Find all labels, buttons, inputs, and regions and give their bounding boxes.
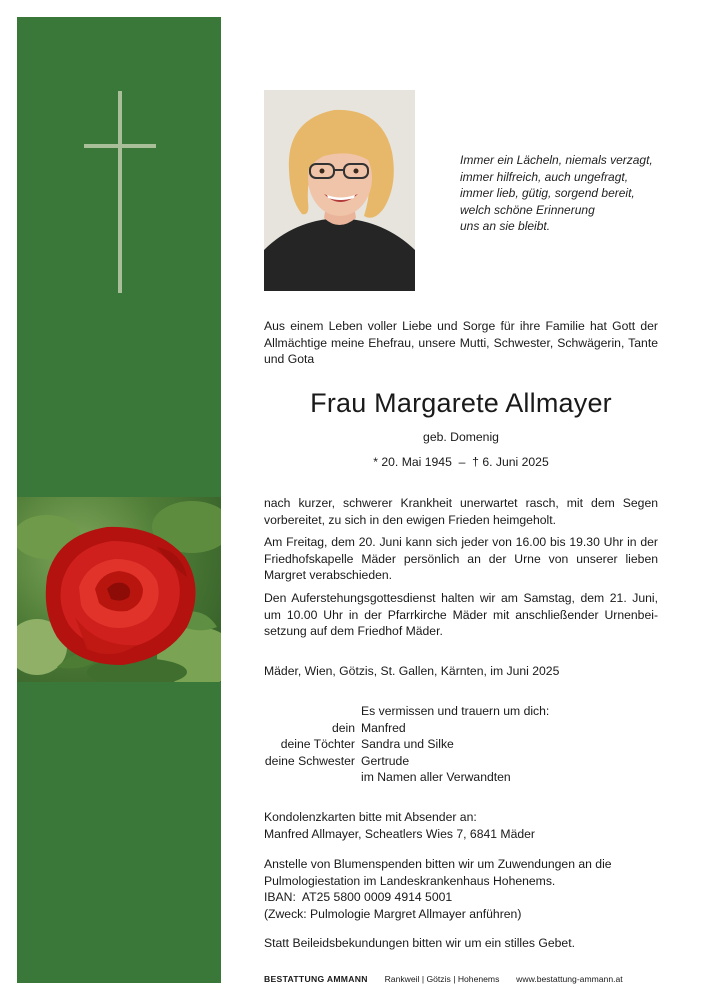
cross-icon-bar (84, 144, 156, 148)
place-date: Mäder, Wien, Götzis, St. Gallen, Kärnten, im Juni 2025 (264, 664, 560, 678)
life-dates: * 20. Mai 1945 – † 6. Juni 2025 (373, 455, 549, 469)
mourner-names: im Namen aller Verwandten (361, 770, 511, 785)
condolence-line: Kondolenzkarten bitte mit Absender an: (264, 810, 477, 824)
poem-line: welch schöne Erinnerung (460, 202, 595, 217)
mourner-names: Sandra und Silke (361, 737, 454, 752)
mourner-role: deine Töchter (280, 737, 355, 752)
mourners-list (264, 703, 658, 786)
service-paragraph: Den Auferstehungsgottesdienst halten wir am Samstag, dem 21. Juni, um 10.00 Uhr in der Pfarrkirche Mäder mit anschließender Urnenbeisetzung auf dem Friedhof Mäder. (264, 591, 658, 639)
donation-line: Anstelle von Blumenspenden bitten wir um Zuwendungen an die (264, 857, 612, 871)
brand-name-a: BESTATTUNG (264, 974, 325, 984)
deceased-name: Frau Margarete Allmayer (310, 388, 612, 418)
mourner-role (264, 769, 361, 786)
closing-line: Statt Beileidsbekundungen bitten wir um ein stilles Gebet. (264, 936, 575, 950)
death-paragraph: nach kurzer, schwerer Krankheit unerwartet rasch, mit dem Segen vorbereitet, zu sich in den ewigen Frieden heimgeholt. (264, 496, 658, 527)
poem-line: immer hilfreich, auch ungefragt, (460, 169, 629, 184)
intro-paragraph: Aus einem Leben voller Liebe und Sorge für ihre Familie hat Gott der Allmächtige meine Ehefrau, unsere Mutti, Schwester, Schwägerin, Tante und Gota (264, 319, 658, 367)
mourner-row (264, 736, 658, 753)
brand-name-b: AMMANN (326, 974, 368, 984)
farewell-paragraph: Am Freitag, dem 20. Juni kann sich jeder von 16.00 bis 19.30 Uhr in der Friedhofskapelle Mäder persönlich an der Urne von unserer lieben Margret verabschieden. (264, 535, 658, 583)
memorial-poem (460, 152, 690, 235)
portrait-photo (264, 90, 415, 291)
condolence-address: Manfred Allmayer, Scheatlers Wies 7, 6841 Mäder (264, 826, 535, 841)
poem-line: Immer ein Lächeln, niemals verzagt, (460, 153, 653, 167)
mourners-heading: Es vermissen und trauern um dich: (361, 704, 550, 718)
footer-locations: Rankweil | Götzis | Hohenems (384, 974, 500, 984)
mourner-role: dein (331, 720, 355, 735)
donation-purpose: (Zweck: Pulmologie Margret Allmayer anführen) (264, 906, 522, 921)
footer-website[interactable]: www.bestattung-ammann.at (516, 974, 623, 984)
mourner-names: Manfred (361, 720, 406, 735)
donation-block (264, 856, 658, 922)
mourner-row (264, 753, 658, 770)
poem-line: uns an sie bleibt. (460, 219, 551, 233)
poem-line: immer lieb, gütig, sorgend bereit, (460, 186, 635, 200)
mourner-role: deine Schwester (264, 753, 355, 768)
condolence-block (264, 809, 658, 842)
donation-line: Pulmologiestation im Landeskrankenhaus Hohenems. (264, 873, 556, 888)
rose-image (17, 497, 221, 682)
iban-line: IBAN: AT25 5800 0009 4914 5001 (264, 890, 453, 905)
mourner-row (264, 720, 658, 737)
mourner-names: Gertrude (361, 753, 410, 768)
green-sidebar (17, 17, 221, 983)
footer (264, 974, 684, 984)
maiden-name: geb. Domenig (423, 430, 499, 444)
cross-icon (118, 91, 122, 293)
mourner-row (264, 769, 658, 786)
